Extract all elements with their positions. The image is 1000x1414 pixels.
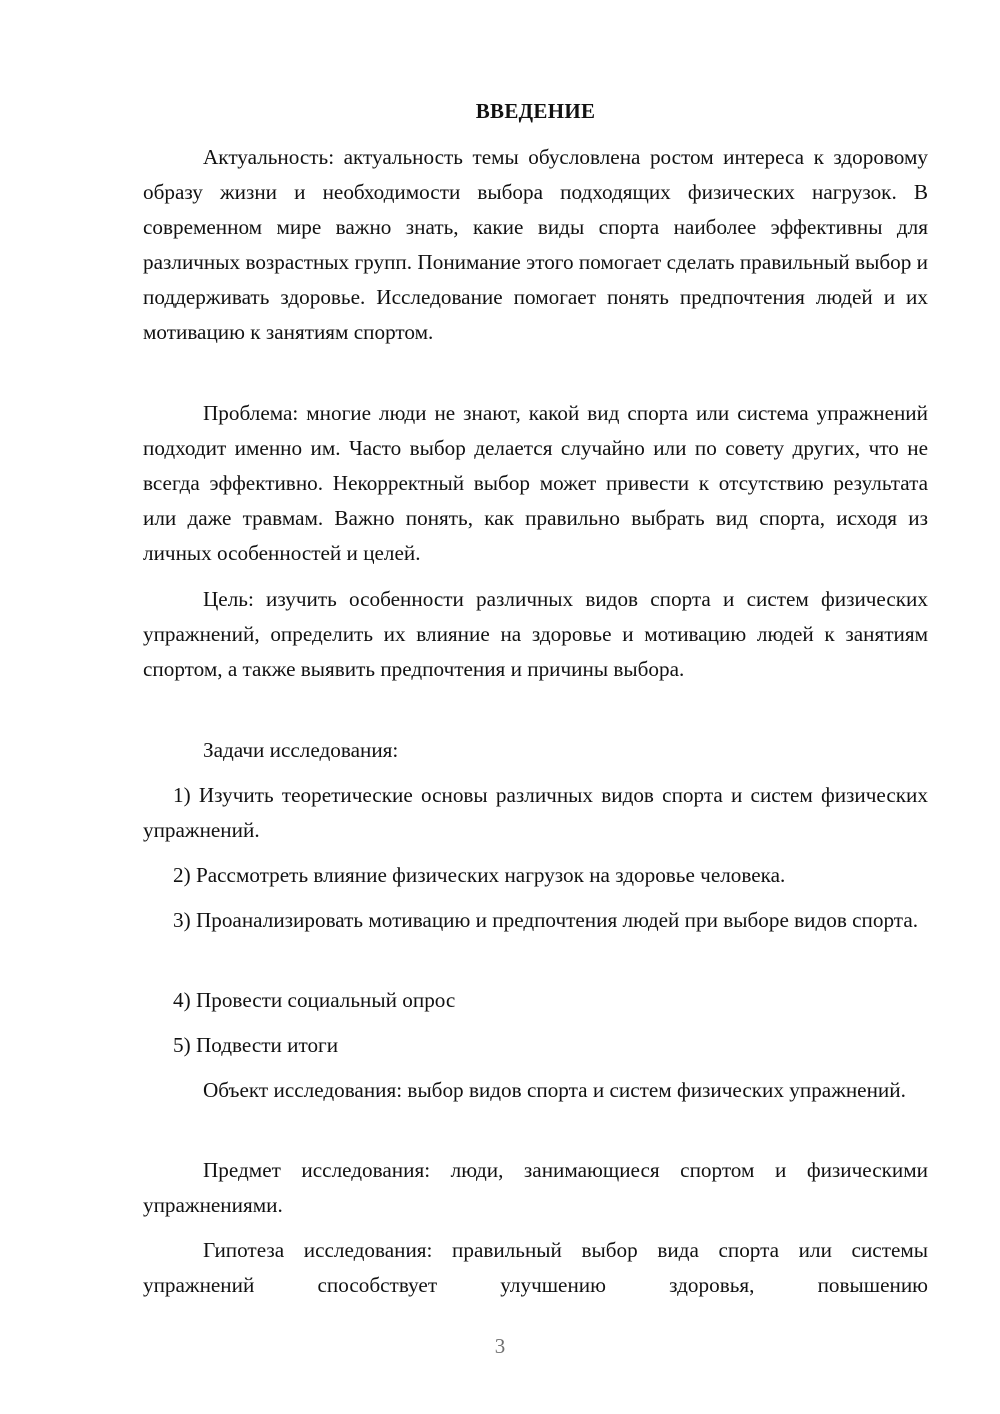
task-item-4: 4) Провести социальный опрос — [173, 988, 456, 1012]
tasks-title: Задачи исследования: — [203, 738, 399, 762]
task-item-3: 3) Проанализировать мотивацию и предпочтения людей при выборе видов спорта. — [173, 908, 919, 932]
task-item-2: 2) Рассмотреть влияние физических нагрузок на здоровье человека. — [173, 863, 786, 887]
hypothesis-paragraph: Гипотеза исследования: правильный выбор вида спорта или системы упражнений способствует улучшению здоровья, повышению — [143, 1238, 928, 1297]
page-number: 3 — [494, 1334, 506, 1358]
goal-paragraph: Цель: изучить особенности различных видов спорта и систем физических упражнений, определить их влияние на здоровье и мотивацию людей к занятиям спортом, а также выявить предпочтения и причины выбора. — [143, 587, 928, 681]
task-item-5: 5) Подвести итоги — [173, 1033, 339, 1057]
task-item-1: 1) Изучить теоретические основы различных видов спорта и систем физических упражнений. — [143, 783, 928, 842]
problem-paragraph: Проблема: многие люди не знают, какой вид спорта или система упражнений подходит именно им. Часто выбор делается случайно или по совету других, что не всегда эффективно. Некорректный выбор может привести к отсутствию результата или даже травмам. Важно понять, как правильно выбрать вид спорта, исходя из личных особенностей и целей. — [143, 401, 928, 565]
relevance-paragraph: Актуальность: актуальность темы обусловлена ростом интереса к здоровому образу жизни и необходимости выбора подходящих физических нагрузок. В современном мире важно знать, какие виды спорта наиболее эффективны для различных возрастных групп. Понимание этого помогает сделать правильный выбор и поддерживать здоровье. Исследование помогает понять предпочтения людей и их мотивацию к занятиям спортом. — [143, 145, 928, 344]
object-paragraph: Объект исследования: выбор видов спорта и систем физических упражнений. — [203, 1078, 906, 1102]
subject-paragraph: Предмет исследования: люди, занимающиеся спортом и физическими упражнениями. — [143, 1158, 928, 1217]
page-content — [143, 96, 928, 1303]
section-heading: ВВЕДЕНИЕ — [475, 99, 596, 123]
